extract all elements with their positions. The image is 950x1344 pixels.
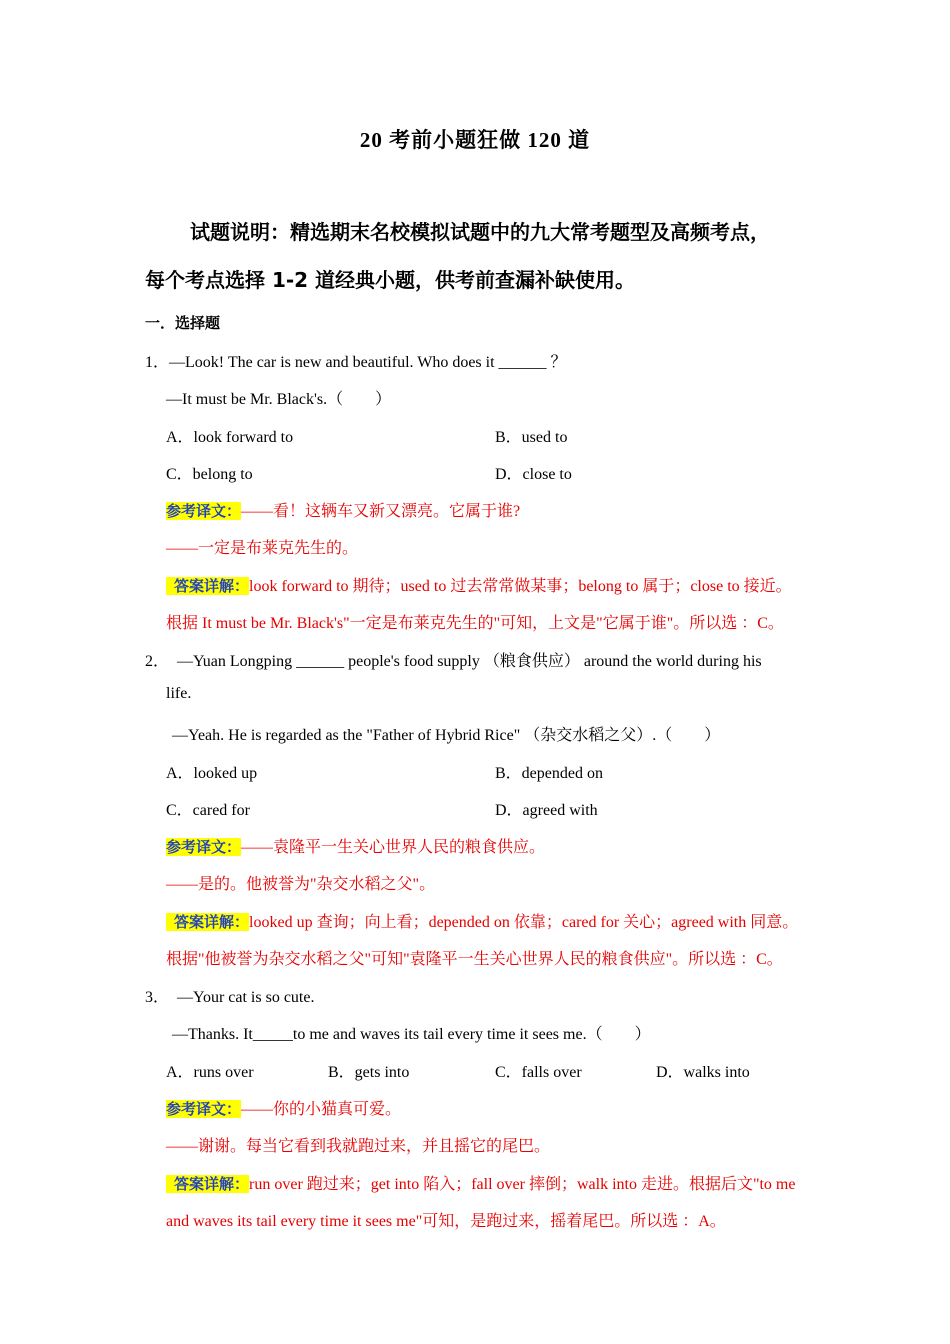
question-3-explanation-2: and waves its tail every time it sees me"可知，是跑过来，摇着尾巴。所以选 ：A。 [166, 1213, 726, 1230]
section-title: 一．选择题 [145, 314, 221, 332]
question-3-translation-1: ——你的小猫真可爱。 [241, 1101, 402, 1118]
question-1-translation [166, 498, 520, 521]
explanation-label: 答案详解： [166, 1175, 249, 1193]
question-3-explanation [166, 1171, 795, 1194]
intro-line-1: 试题说明：精选期末名校模拟试题中的九大常考题型及高频考点， [190, 220, 770, 244]
question-1-explanation-2: 根据 It must be Mr. Black's"一定是布莱克先生的"可知，上文是"它属于谁"。所以选 ：C。 [166, 615, 784, 632]
page-title: 20 考前小题狂做 120 道 [359, 128, 591, 152]
question-3-translation [166, 1096, 401, 1119]
question-1-response: —It must be Mr. Black's.（ ） [166, 391, 392, 408]
explanation-label: 答案详解： [166, 913, 249, 931]
question-1-explanation [166, 573, 792, 596]
question-1-translation-1: ——看！这辆车又新又漂亮。它属于谁? [241, 503, 521, 520]
question-2-stem: 2． —Yuan Longping ______ people's food supply （粮食供应） around the world during his [145, 653, 762, 670]
question-3-option-c: C．falls over [495, 1064, 582, 1081]
question-3-response: —Thanks. It_____to me and waves its tail every time it sees me.（ ） [172, 1026, 651, 1043]
question-2-option-a: A．looked up [166, 765, 258, 782]
question-3-option-a: A．runs over [166, 1064, 254, 1081]
question-2-explanation [166, 909, 798, 932]
question-2-translation-2: ——是的。他被誉为"杂交水稻之父"。 [166, 876, 436, 893]
question-2-translation-1: ——袁隆平一生关心世界人民的粮食供应。 [241, 839, 546, 856]
translation-label: 参考译文： [166, 1100, 242, 1118]
question-2-option-c: C．cared for [166, 802, 250, 819]
question-3-option-d: D．walks into [656, 1064, 750, 1081]
question-1-option-c: C．belong to [166, 466, 253, 483]
question-2-explanation-2: 根据"他被誉为杂交水稻之父"可知"袁隆平一生关心世界人民的粮食供应"。所以选 ：C。 [166, 951, 783, 968]
question-2-stem-cont: life. [166, 685, 192, 702]
translation-label: 参考译文： [166, 502, 242, 520]
question-1-option-a: A．look forward to [166, 429, 294, 446]
question-2-explanation-1: looked up 查询；向上看；depended on 依靠；cared for 关心；agreed with 同意。 [249, 914, 799, 931]
question-2-response: —Yeah. He is regarded as the "Father of Hybrid Rice" （杂交水稻之父）.（ ） [172, 727, 721, 744]
translation-label: 参考译文： [166, 838, 242, 856]
question-2-option-b: B．depended on [495, 765, 603, 782]
question-1-explanation-1: look forward to 期待；used to 过去常常做某事；belong to 属于；close to 接近。 [249, 578, 792, 595]
question-3-translation-2: ——谢谢。每当它看到我就跑过来，并且摇它的尾巴。 [166, 1138, 551, 1155]
question-1-stem: 1．—Look! The car is new and beautiful. Who does it ______ ？ [145, 354, 567, 371]
intro-line-2: 每个考点选择 1-2 道经典小题，供考前查漏补缺使用。 [145, 268, 636, 292]
question-3-option-b: B．gets into [328, 1064, 410, 1081]
question-2-translation [166, 834, 545, 857]
question-1-option-d: D．close to [495, 466, 572, 483]
question-3-stem: 3． —Your cat is so cute. [145, 989, 315, 1006]
question-1-option-b: B．used to [495, 429, 568, 446]
question-1-translation-2: ——一定是布莱克先生的。 [166, 540, 359, 557]
explanation-label: 答案详解： [166, 577, 249, 595]
question-3-explanation-1: run over 跑过来；get into 陷入；fall over 摔倒；walk into 走进。根据后文"to me [249, 1176, 796, 1193]
question-2-option-d: D．agreed with [495, 802, 598, 819]
